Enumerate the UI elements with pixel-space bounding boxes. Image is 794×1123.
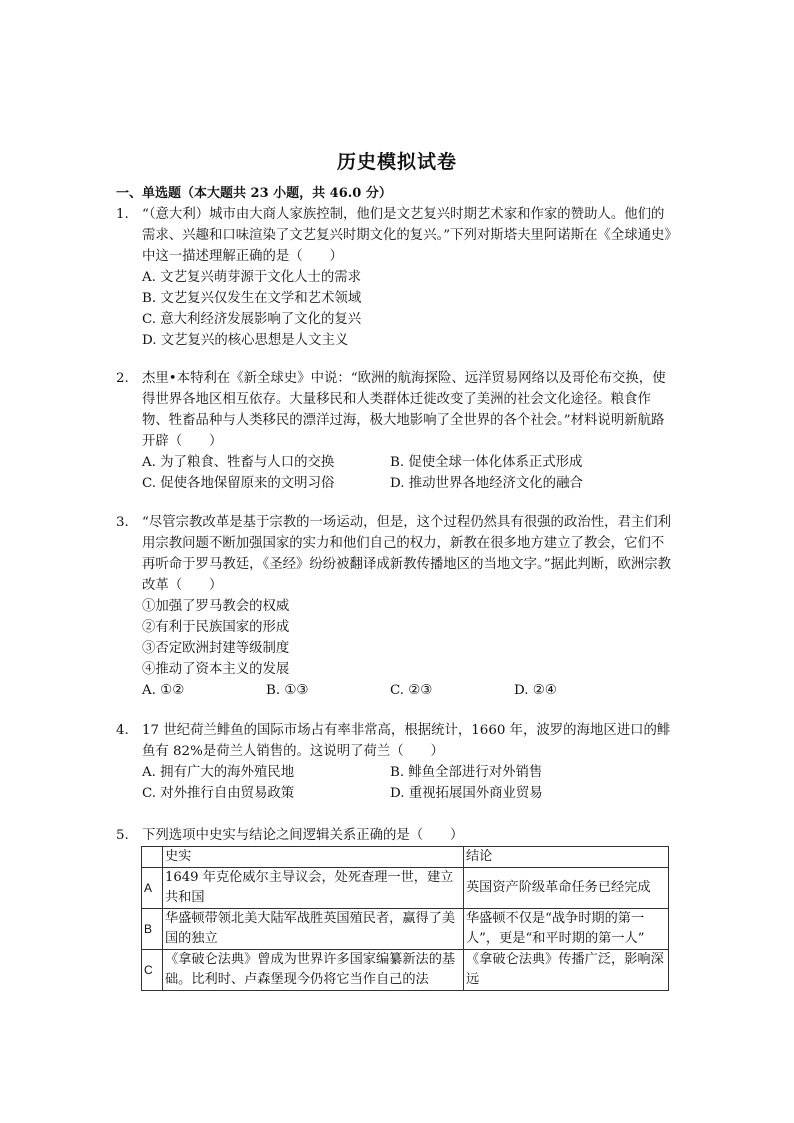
option-d: D. 重视拓展国外商业贸易 — [390, 786, 543, 801]
option-list — [142, 452, 676, 494]
question-stem: 下列选项中史实与结论之间逻辑关系正确的是（ ） — [142, 828, 464, 843]
statement-2: ②有利于民族国家的形成 — [142, 620, 290, 635]
statement-4: ④推动了资本主义的发展 — [142, 662, 290, 677]
statement-1: ①加强了罗马教会的权威 — [142, 599, 290, 614]
table-row — [142, 868, 669, 909]
option-list — [142, 267, 676, 351]
question-number: 2. — [116, 371, 129, 386]
option-b: B. 促使全球一体化体系正式形成 — [390, 455, 583, 470]
option-a: A. 为了粮食、牲畜与人口的交换 — [142, 455, 335, 470]
question-stem: “（意大利）城市由大商人家族控制，他们是文艺复兴时期艺术家和作家的赞助人。他们的需求、兴趣和口味渲染了文艺复兴时期文化的复兴。”下列对斯塔夫里阿诺斯在《全球通史》中这一描述理解正确的是（ ） — [142, 207, 672, 264]
question-number: 4. — [116, 723, 129, 738]
fact-cell: 《拿破仑法典》曾成为世界许多国家编纂新法的基础。比利时、卢森堡现今仍将它当作自己的法 — [163, 950, 464, 991]
option-b: B. 文艺复兴仅发生在文学和艺术领域 — [142, 291, 362, 306]
row-label: A — [142, 868, 163, 909]
table-row — [142, 909, 669, 950]
question-3 — [116, 512, 676, 701]
option-d: D. 推动世界各地经济文化的融合 — [390, 476, 583, 491]
fact-conclusion-table — [141, 846, 669, 991]
option-d: D. 文艺复兴的核心思想是人文主义 — [142, 333, 349, 348]
table-header-cell: 结论 — [464, 847, 669, 868]
option-c: C. ②③ — [390, 683, 433, 698]
fact-cell: 华盛顿带领北美大陆军战胜英国殖民者，赢得了美国的独立 — [163, 909, 464, 950]
option-list — [142, 680, 676, 701]
option-c: C. 意大利经济发展影响了文化的复兴 — [142, 312, 362, 327]
option-b: B. ①③ — [266, 683, 309, 698]
table-header-cell: 史实 — [163, 847, 464, 868]
question-2 — [116, 368, 676, 494]
statement-3: ③否定欧洲封建等级制度 — [142, 641, 290, 656]
conclusion-cell: 《拿破仑法典》传播广泛，影响深远 — [464, 950, 669, 991]
question-5 — [116, 825, 676, 846]
option-a: A. 拥有广大的海外殖民地 — [142, 765, 295, 780]
question-1 — [116, 204, 676, 351]
option-c: C. 促使各地保留原来的文明习俗 — [142, 476, 335, 491]
conclusion-cell: 华盛顿不仅是“战争时期的第一人”，更是“和平时期的第一人” — [464, 909, 669, 950]
fact-cell: 1649 年克伦威尔主导议会，处死查理一世，建立共和国 — [163, 868, 464, 909]
option-b: B. 鲱鱼全部进行对外销售 — [390, 765, 543, 780]
question-4 — [116, 720, 676, 804]
question-number: 1. — [116, 207, 129, 222]
question-number: 3. — [116, 515, 129, 530]
table-row — [142, 950, 669, 991]
page-title: 历史模拟试卷 — [336, 151, 457, 173]
question-stem: 杰里•本特利在《新全球史》中说：“欧洲的航海探险、远洋贸易网络以及哥伦布交换，使得世界各地区相互依存。大量移民和人类群体迁徙改变了美洲的社会文化途径。粮食作物、牲畜品种与人类移民的漂洋过海，极大地影响了全世界的各个社会。”材料说明新航路开辟（ ） — [142, 371, 666, 449]
question-stem: “尽管宗教改革是基于宗教的一场运动，但是，这个过程仍然具有很强的政治性，君主们利用宗教问题不断加强国家的实力和他们自己的权力，新教在很多地方建立了教会，它们不再听命于罗马教廷，《圣经》纷纷被翻译成新教传播地区的当地文字。”据此判断，欧洲宗教改革（ ） — [142, 515, 672, 593]
statement-list — [142, 596, 676, 680]
question-number: 5. — [116, 828, 129, 843]
table-header-cell — [142, 847, 163, 868]
question-stem: 17 世纪荷兰鲱鱼的国际市场占有率非常高，根据统计，1660 年，波罗的海地区进口的鲱鱼有 82%是荷兰人销售的。这说明了荷兰（ ） — [142, 723, 671, 759]
row-label: B — [142, 909, 163, 950]
option-list — [142, 762, 676, 804]
option-a: A. ①② — [142, 683, 185, 698]
section-heading: 一、单选题（本大题共 23 小题，共 46.0 分） — [116, 186, 392, 201]
conclusion-cell: 英国资产阶级革命任务已经完成 — [464, 868, 669, 909]
row-label: C — [142, 950, 163, 991]
option-c: C. 对外推行自由贸易政策 — [142, 786, 295, 801]
option-d: D. ②④ — [514, 683, 557, 698]
option-a: A. 文艺复兴萌芽源于文化人士的需求 — [142, 270, 362, 285]
table-header-row — [142, 847, 669, 868]
